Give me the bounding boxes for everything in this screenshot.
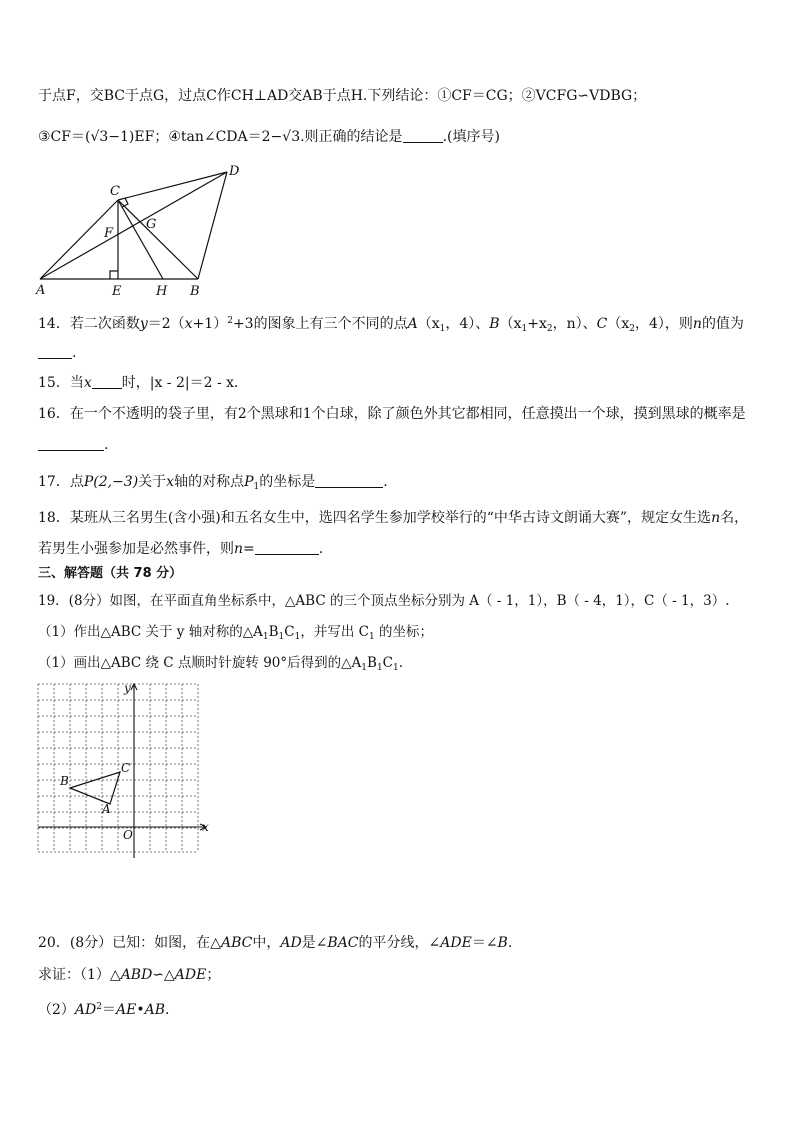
section-heading: [38, 564, 182, 584]
label-C: C: [110, 184, 120, 199]
q20-c: 是: [301, 935, 316, 951]
q18-answer-blank[interactable]: [255, 540, 319, 555]
q15: [38, 373, 248, 393]
q17-d: 的坐标是: [259, 474, 316, 490]
sqrt3: √3: [90, 129, 109, 145]
q19-text: 19．(8分）如图，在平面直角坐标系中，△ABC 的三个顶点坐标分别为 A（ - 1，1），B（ - 4，1），C（ - 1，3）.: [38, 593, 730, 609]
var-x: x: [184, 316, 193, 332]
section-3-title: 三、解答题（共 78 分）: [38, 566, 183, 581]
label-H: H: [156, 284, 168, 299]
label-B: B: [190, 284, 200, 299]
q14-eq3: +3的图象上有三个不同的点: [232, 316, 408, 332]
label-D: D: [229, 164, 240, 179]
var-n: n: [711, 510, 721, 526]
var-n: n: [234, 541, 244, 557]
q18: [38, 508, 748, 528]
sub: 1: [278, 632, 285, 642]
q17-answer-blank[interactable]: [315, 473, 383, 488]
q19-p2c: C: [382, 655, 394, 671]
q14: [38, 311, 744, 339]
label-x: x: [202, 820, 209, 834]
var-x: x: [166, 474, 175, 490]
q15-intro: 15．当: [38, 375, 84, 391]
q17: [38, 472, 388, 497]
q15-answer-blank[interactable]: [92, 374, 122, 389]
seg-AD: [40, 172, 227, 279]
label-B: B: [60, 774, 69, 788]
sub: 1: [262, 632, 269, 642]
q14-eq2: +1）: [192, 316, 228, 332]
label-A: A: [36, 283, 46, 298]
q17-end: .: [383, 474, 388, 490]
q16: [38, 404, 746, 424]
q19-part1: [38, 622, 433, 647]
q14-pc2: ，4），则: [634, 316, 693, 332]
similar-triangles: △ABD∽△ADE: [109, 967, 207, 983]
q20-intro: 20．(8分）已知：如图，在: [38, 935, 211, 951]
q16-end: .: [104, 437, 109, 453]
q20-d: 的平分线，: [358, 935, 429, 951]
q14-pc: （x: [607, 316, 630, 332]
point-B: B: [489, 316, 500, 332]
q18-b: 名，: [720, 510, 749, 526]
q19: [38, 591, 730, 611]
q14-pa: （x: [417, 316, 440, 332]
sub: 1: [521, 324, 528, 334]
var-x: x: [83, 375, 92, 391]
product-AE-AB: AE•AB: [116, 1002, 165, 1018]
q17-intro: 17．点: [38, 474, 84, 490]
q14-tail: 的值为: [701, 316, 744, 332]
q19-p2d: .: [398, 655, 404, 671]
q20-semi: ；: [206, 967, 221, 983]
q20-f: .: [507, 935, 513, 951]
q20-proof-label: 求证：（1）: [38, 967, 110, 983]
q17-b: 关于: [138, 474, 167, 490]
right-angle-E: [110, 271, 118, 279]
sub: 1: [393, 663, 399, 673]
sub: 1: [253, 482, 260, 492]
var-n: n: [692, 316, 702, 332]
q13-answer-blank[interactable]: [403, 128, 443, 143]
q19-p1d: ，并写出 C: [300, 624, 369, 640]
label-A: A: [102, 802, 111, 816]
point-C: C: [596, 316, 608, 332]
q18-end: .: [318, 541, 324, 557]
seg-AD: AD: [74, 1002, 97, 1018]
q13-text-line1: [38, 86, 646, 106]
q19-p1b: B: [268, 624, 279, 640]
q14-pb3: ，n）、: [552, 316, 597, 332]
q20-proof1: [38, 965, 220, 985]
q17-c: 轴的对称点: [174, 474, 245, 490]
label-C: C: [121, 761, 131, 775]
q19-part2: [38, 653, 403, 678]
q19-p1c: C: [284, 624, 295, 640]
q14-pb2: +x: [527, 316, 547, 332]
angle-ADE: ∠ADE: [428, 935, 472, 951]
q20-proof2: [38, 997, 169, 1020]
q13-hint: .(填序号): [442, 129, 500, 145]
q14-answer-blank[interactable]: [38, 344, 72, 359]
q20: [38, 933, 512, 953]
q19-p2: （1）画出△ABC 绕 C 点顺时针旋转 90°后得到的△A: [38, 655, 362, 671]
sub: 1: [294, 632, 301, 642]
q13-conclusion-4: −1)EF；④tan∠CDA＝2−: [108, 129, 283, 145]
q13-conclusion-3-start: ③CF＝(: [38, 129, 91, 145]
point-P1: P: [244, 474, 254, 490]
q16-answer-line: [38, 435, 108, 455]
q13-ask: .则正确的结论是: [300, 129, 403, 145]
label-y: y: [124, 682, 131, 695]
point-A: A: [407, 316, 418, 332]
q13-figure: [30, 162, 260, 300]
q14-pb: （x: [499, 316, 522, 332]
exponent: 2: [227, 316, 233, 326]
q20-eq: ＝: [102, 1002, 116, 1018]
q20-p2-label: （2）: [38, 1002, 75, 1018]
q13-continuation: 于点F，交BC于点G，过点C作CH⊥AD交AB于点H.下列结论：①CF＝CG；②VCFG∽VDBG；: [38, 88, 647, 104]
seg-DB: [198, 172, 227, 279]
seg-AD: AD: [280, 935, 302, 951]
q13-text-line2: [38, 127, 500, 147]
q19-p1e: 的坐标；: [374, 624, 433, 640]
var-y: y: [139, 316, 148, 332]
sub: 1: [361, 663, 368, 673]
q19-grid-figure: [36, 682, 216, 860]
q14-pa2: ，4）、: [445, 316, 490, 332]
sub: 2: [546, 324, 553, 334]
q16-answer-blank[interactable]: [38, 436, 104, 451]
label-F: F: [104, 226, 114, 241]
label-O: O: [123, 828, 133, 842]
point-P: P(2,−3): [83, 474, 139, 490]
q20-end: .: [165, 1002, 170, 1018]
q16-text: 16．在一个不透明的袋子里，有2个黑球和1个白球，除了颜色外其它都相同，任意摸出一个球，摸到黑球的概率是: [38, 406, 746, 422]
exponent: 2: [96, 1002, 102, 1012]
sqrt3-b: √3: [282, 129, 301, 145]
q14-eq: ＝2（: [147, 316, 185, 332]
triangle-ABC: [70, 772, 120, 804]
q14-answer-line: [38, 343, 76, 363]
sub: 1: [376, 663, 383, 673]
q19-p1: （1）作出△ABC 关于 y 轴对称的△A: [38, 624, 263, 640]
q20-e: ＝: [471, 935, 486, 951]
q14-end: .: [72, 345, 77, 361]
sub: 2: [629, 324, 635, 334]
tri-ABC: △ABC: [210, 935, 253, 951]
q18-eq: =: [243, 541, 255, 557]
q14-intro: 14．若二次函数: [38, 316, 140, 332]
q20-b: 中，: [252, 935, 281, 951]
label-G: G: [146, 217, 157, 232]
q18-line2-text: 若男生小强参加是必然事件，则: [38, 541, 234, 557]
sub: 1: [439, 324, 446, 334]
seg-CD: [118, 172, 227, 200]
q18-line2: [38, 539, 323, 559]
q18-text: 18．某班从三名男生(含小强)和五名女生中，选四名学生参加学校举行的“中华古诗文朗诵大赛”，规定女生选: [38, 510, 712, 526]
sub: 1: [368, 632, 375, 642]
q19-p2b: B: [367, 655, 377, 671]
label-E: E: [112, 284, 122, 299]
q15-tail: 时，|x - 2|＝2 - x．: [121, 375, 249, 391]
angle-B: ∠B: [485, 935, 508, 951]
angle-BAC: ∠BAC: [315, 935, 359, 951]
